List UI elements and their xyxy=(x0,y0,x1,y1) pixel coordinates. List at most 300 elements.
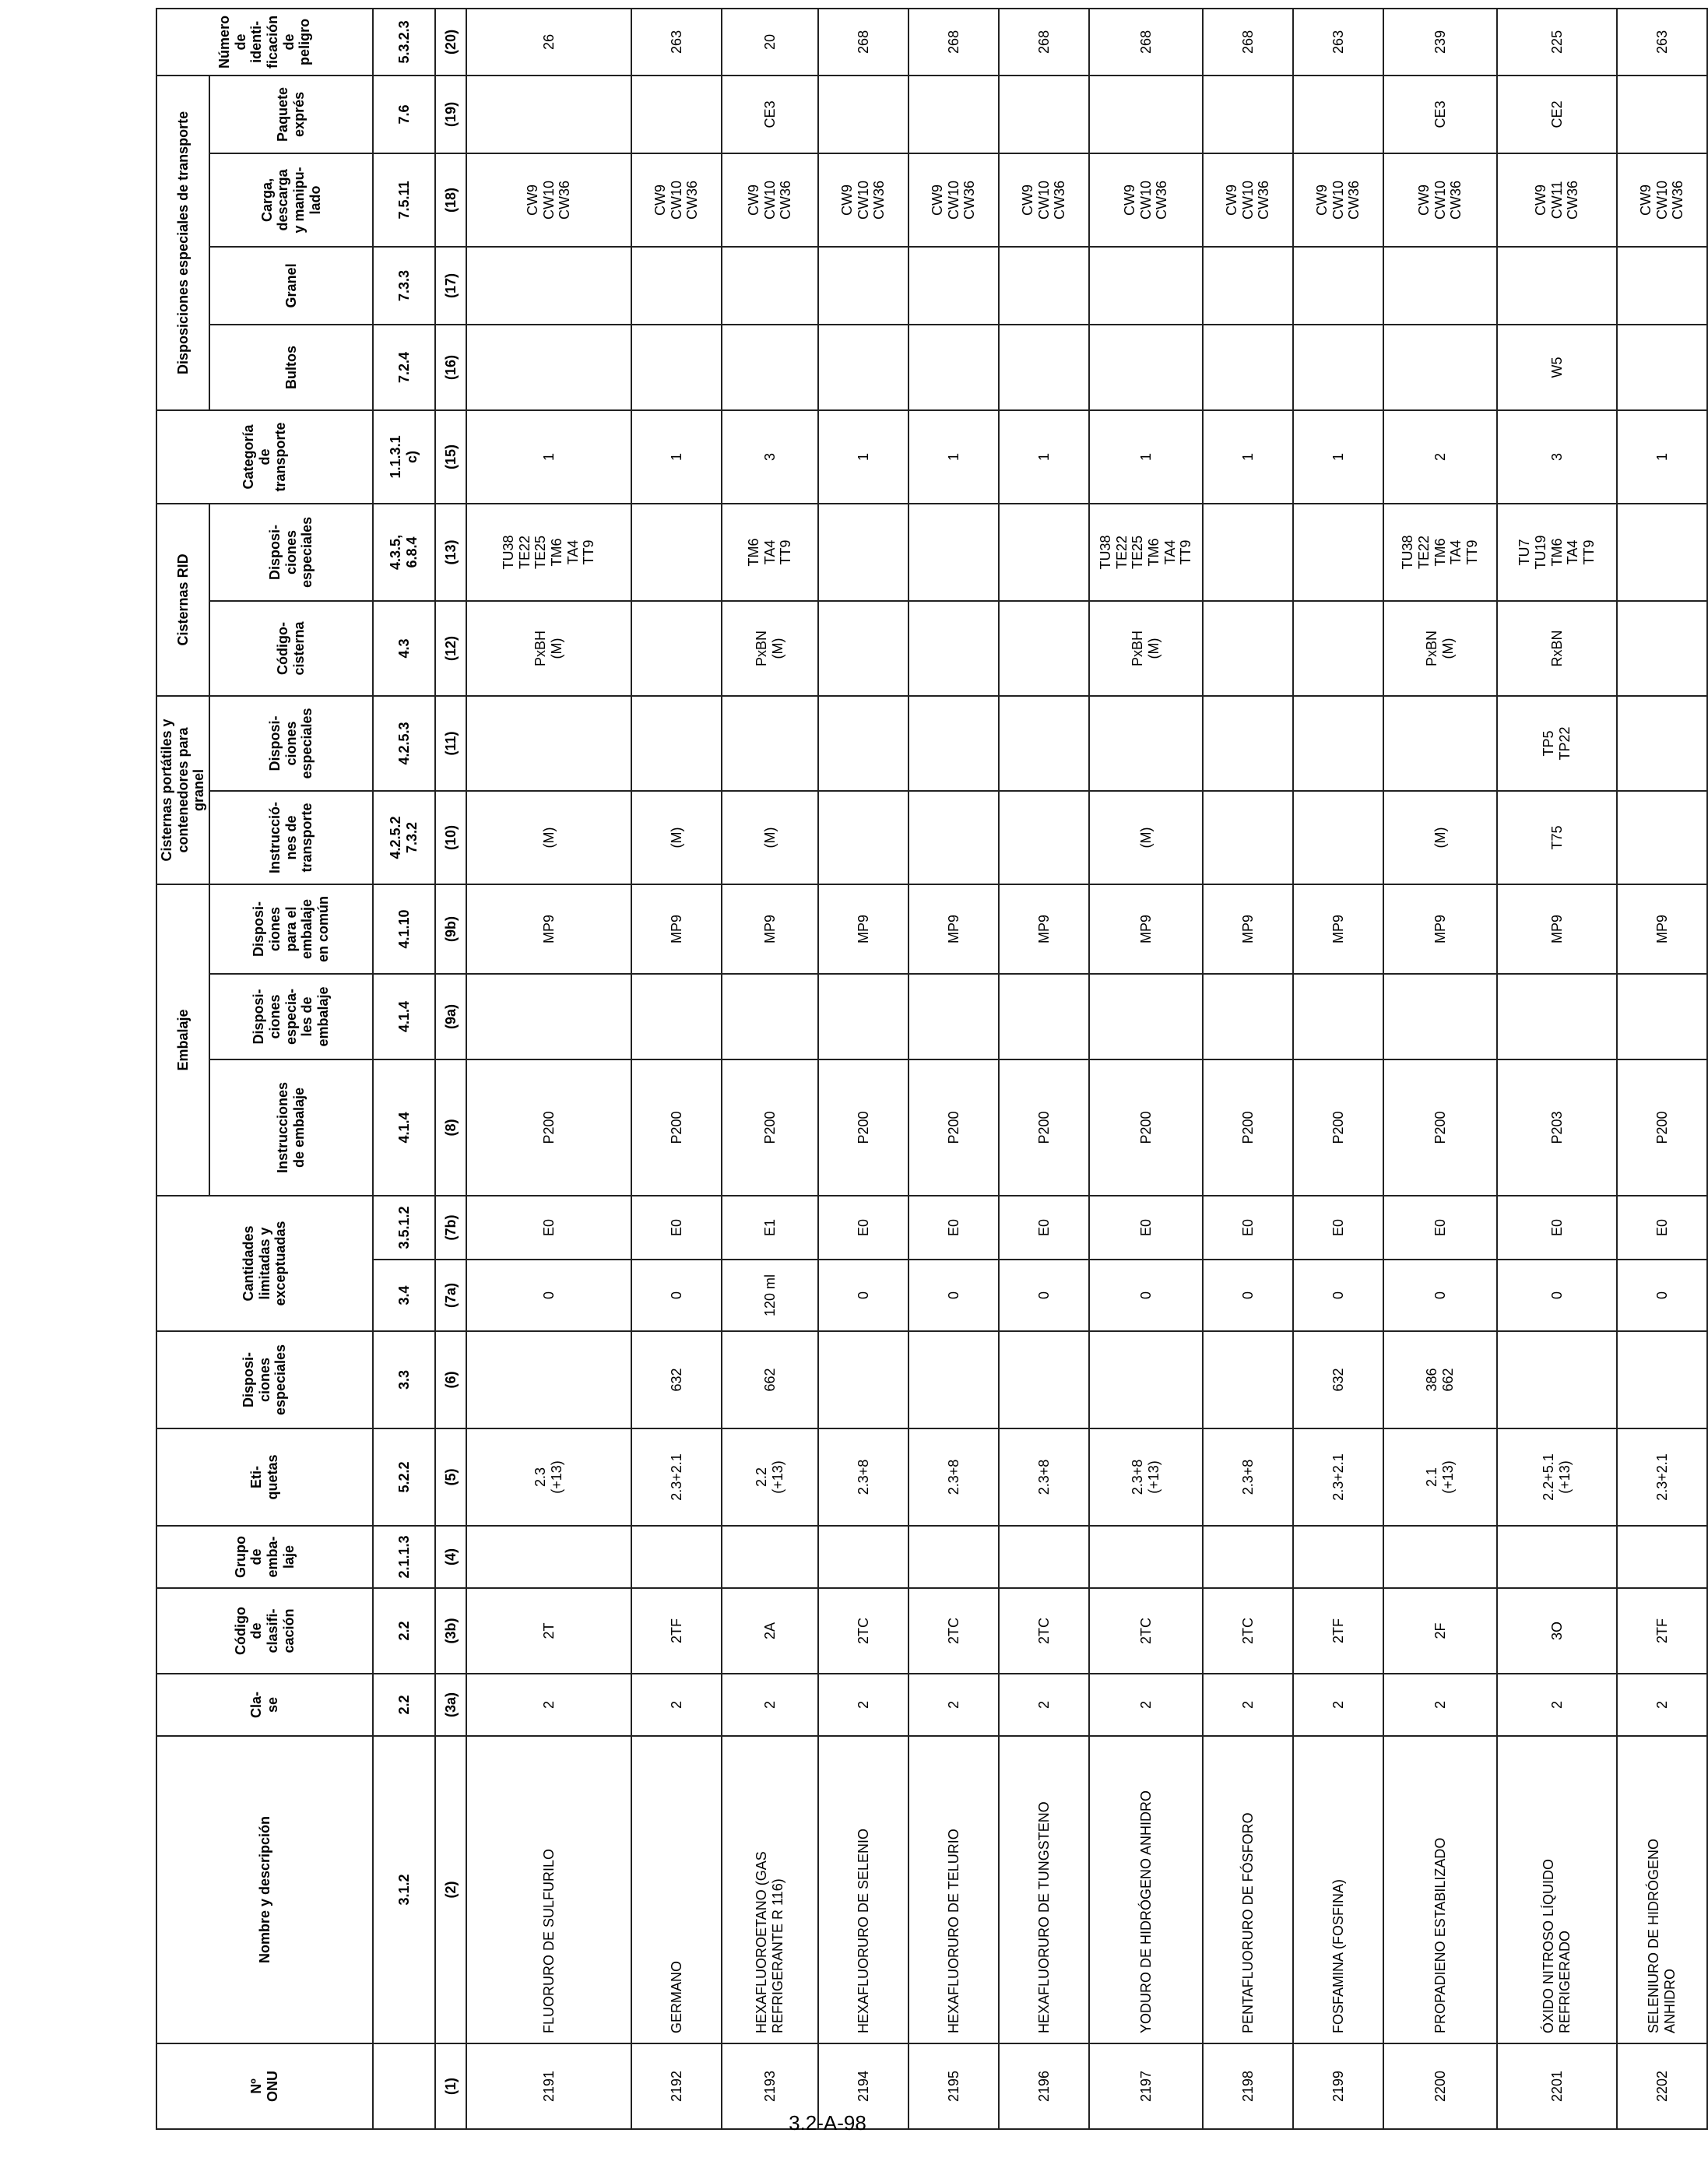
table-cell: 2 xyxy=(631,1674,722,1736)
table-cell xyxy=(999,325,1089,410)
table-cell xyxy=(818,601,908,696)
table-cell: CW9 CW11 CW36 xyxy=(1497,153,1617,247)
table-cell: 2 xyxy=(1203,1674,1293,1736)
table-cell: PxBH (M) xyxy=(466,601,631,696)
section-ref-cell-16: 4.3.5, 6.8.4 xyxy=(373,504,435,601)
substance-name-cell: FOSFAMINA (FOSFINA) xyxy=(1293,1736,1383,2043)
table-cell xyxy=(818,696,908,791)
table-cell xyxy=(818,247,908,325)
table-cell: CW9 CW10 CW36 xyxy=(1293,153,1383,247)
table-cell xyxy=(1497,1331,1617,1428)
table-cell xyxy=(1383,1526,1497,1588)
header-limited-quantities: Cantidades limitadas y exceptuadas xyxy=(156,1196,373,1331)
table-cell: 0 xyxy=(999,1260,1089,1331)
substance-name-cell: SELENIURO DE HIDRÓGENO ANHIDRO xyxy=(1617,1736,1707,2043)
section-ref-cell-12: 4.1.10 xyxy=(373,884,435,974)
table-cell: 2 xyxy=(818,1674,908,1736)
header-mixed-packing: Disposi- ciones para el embalaje en común xyxy=(209,884,373,974)
table-cell xyxy=(818,791,908,884)
header-special-provisions: Disposi- ciones especiales xyxy=(156,1331,373,1428)
table-cell xyxy=(908,974,999,1059)
table-cell: P200 xyxy=(1293,1059,1383,1196)
substance-name-cell: PROPADIENO ESTABILIZADO xyxy=(1383,1736,1497,2043)
column-number-row xyxy=(435,9,466,2129)
un-number-cell: 2196 xyxy=(999,2043,1089,2129)
table-cell xyxy=(722,696,818,791)
table-cell xyxy=(466,247,631,325)
header-labels: Eti- quetas xyxy=(156,1428,373,1526)
table-cell xyxy=(1089,325,1203,410)
column-ref-cell-13: (10) xyxy=(435,791,466,884)
table-cell xyxy=(1617,504,1707,601)
table-cell xyxy=(631,974,722,1059)
table-cell: CE2 xyxy=(1497,76,1617,153)
un-number-cell: 2202 xyxy=(1617,2043,1707,2129)
table-cell xyxy=(722,1526,818,1588)
table-cell: 2 xyxy=(1293,1674,1383,1736)
table-cell xyxy=(1293,504,1383,601)
table-cell: 120 ml xyxy=(722,1260,818,1331)
table-cell: 2T xyxy=(466,1588,631,1674)
table-cell: CW9 CW10 CW36 xyxy=(631,153,722,247)
header-special-transport: Disposiciones especiales de transporte xyxy=(156,76,209,410)
table-cell: 1 xyxy=(466,410,631,504)
dangerous-goods-table xyxy=(156,8,1708,2130)
table-cell: 2 xyxy=(1617,1674,1707,1736)
table-cell: P200 xyxy=(1203,1059,1293,1196)
table-cell: 2 xyxy=(999,1674,1089,1736)
table-cell: P200 xyxy=(1089,1059,1203,1196)
table-cell: MP9 xyxy=(1617,884,1707,974)
table-cell xyxy=(908,247,999,325)
substance-name-cell: PENTAFLUORURO DE FÓSFORO xyxy=(1203,1736,1293,2043)
table-cell: 386 662 xyxy=(1383,1331,1497,1428)
section-ref-cell-15: 4.3 xyxy=(373,601,435,696)
table-cell: P200 xyxy=(466,1059,631,1196)
table-cell: 1 xyxy=(1293,410,1383,504)
table-cell: 2 xyxy=(1497,1674,1617,1736)
table-cell xyxy=(1203,1331,1293,1428)
column-ref-cell-19: (17) xyxy=(435,247,466,325)
section-ref-cell-5: 2.1.1.3 xyxy=(373,1526,435,1588)
column-ref-cell-9: (7b) xyxy=(435,1196,466,1260)
table-cell: P200 xyxy=(1617,1059,1707,1196)
header-rid-special: Disposi- ciones especiales xyxy=(209,504,373,601)
table-cell: TU38 TE22 TE25 TM6 TA4 TT9 xyxy=(466,504,631,601)
table-cell xyxy=(908,1526,999,1588)
table-cell: P200 xyxy=(818,1059,908,1196)
header-portable-tanks: Cisternas portátiles y contenedores para granel xyxy=(156,696,209,884)
table-cell: 2 xyxy=(466,1674,631,1736)
header-rid-tanks: Cisternas RID xyxy=(156,504,209,696)
column-ref-cell-8: (7a) xyxy=(435,1260,466,1331)
table-cell: 0 xyxy=(1617,1260,1707,1331)
table-cell xyxy=(1089,247,1203,325)
section-ref-cell-13: 4.2.5.2 7.3.2 xyxy=(373,791,435,884)
table-cell: 268 xyxy=(818,9,908,76)
table-cell: 0 xyxy=(466,1260,631,1331)
table-cell: 268 xyxy=(908,9,999,76)
table-row xyxy=(1383,9,1497,2129)
table-row xyxy=(466,9,631,2129)
table-cell: CW9 CW10 CW36 xyxy=(818,153,908,247)
table-row xyxy=(1203,9,1293,2129)
table-cell: 20 xyxy=(722,9,818,76)
un-number-cell: 2201 xyxy=(1497,2043,1617,2129)
table-cell xyxy=(631,325,722,410)
table-cell: 2 xyxy=(908,1674,999,1736)
table-cell xyxy=(1089,696,1203,791)
table-cell xyxy=(908,325,999,410)
table-cell xyxy=(999,791,1089,884)
table-cell: 263 xyxy=(1293,9,1383,76)
table-cell: 2.1 (+13) xyxy=(1383,1428,1497,1526)
table-cell: 0 xyxy=(1089,1260,1203,1331)
table-cell xyxy=(1617,601,1707,696)
table-cell xyxy=(1293,1526,1383,1588)
table-cell: CW9 CW10 CW36 xyxy=(1383,153,1497,247)
table-cell: E0 xyxy=(631,1196,722,1260)
table-cell xyxy=(1293,696,1383,791)
table-cell: 2 xyxy=(722,1674,818,1736)
section-ref-cell-9: 3.5.1.2 xyxy=(373,1196,435,1260)
table-cell xyxy=(722,325,818,410)
column-ref-cell-6: (5) xyxy=(435,1428,466,1526)
table-cell xyxy=(1203,1526,1293,1588)
header-hazard-number: Número de identi- ficación de peligro xyxy=(156,9,373,76)
table-cell: CW9 CW10 CW36 xyxy=(466,153,631,247)
table-cell: E0 xyxy=(1293,1196,1383,1260)
table-cell: PxBH (M) xyxy=(1089,601,1203,696)
table-cell xyxy=(908,76,999,153)
table-cell: 2TC xyxy=(908,1588,999,1674)
table-cell: 1 xyxy=(908,410,999,504)
substance-name-cell: HEXAFLUOROETANO (GAS REFRIGERANTE R 116) xyxy=(722,1736,818,2043)
table-cell xyxy=(466,1526,631,1588)
section-ref-cell-3: 2.2 xyxy=(373,1674,435,1736)
table-cell xyxy=(722,974,818,1059)
table-row xyxy=(999,9,1089,2129)
section-ref-cell-21: 7.6 xyxy=(373,76,435,153)
table-cell: (M) xyxy=(466,791,631,884)
table-cell xyxy=(1617,791,1707,884)
table-cell: 0 xyxy=(1293,1260,1383,1331)
table-cell xyxy=(999,76,1089,153)
un-number-cell: 2194 xyxy=(818,2043,908,2129)
table-cell: TP5 TP22 xyxy=(1497,696,1617,791)
table-cell: 662 xyxy=(722,1331,818,1428)
table-cell xyxy=(1293,76,1383,153)
header-packaging: Embalaje xyxy=(156,884,209,1196)
table-cell xyxy=(1497,1526,1617,1588)
table-cell xyxy=(999,974,1089,1059)
table-cell: MP9 xyxy=(999,884,1089,974)
table-cell: W5 xyxy=(1497,325,1617,410)
header-packing-instructions: Instrucciones de embalaje xyxy=(209,1059,373,1196)
page-number: 3.2-A-98 xyxy=(789,2111,866,2135)
table-cell: 2.3+2.1 xyxy=(631,1428,722,1526)
column-ref-cell-12: (9b) xyxy=(435,884,466,974)
table-cell: 268 xyxy=(999,9,1089,76)
table-cell: 268 xyxy=(1203,9,1293,76)
table-cell xyxy=(1203,974,1293,1059)
table-cell: E0 xyxy=(1089,1196,1203,1260)
table-cell xyxy=(631,601,722,696)
un-number-cell: 2195 xyxy=(908,2043,999,2129)
table-cell: 1 xyxy=(1089,410,1203,504)
table-cell: 2.3+8 (+13) xyxy=(1089,1428,1203,1526)
table-cell xyxy=(1203,247,1293,325)
table-cell xyxy=(1089,974,1203,1059)
header-packages: Bultos xyxy=(209,325,373,410)
table-cell xyxy=(818,325,908,410)
table-cell: MP9 xyxy=(631,884,722,974)
table-cell xyxy=(466,974,631,1059)
table-cell: MP9 xyxy=(466,884,631,974)
table-cell: 3 xyxy=(1497,410,1617,504)
table-cell xyxy=(1089,1526,1203,1588)
table-cell: P200 xyxy=(722,1059,818,1196)
section-ref-cell-6: 5.2.2 xyxy=(373,1428,435,1526)
table-cell xyxy=(631,247,722,325)
header-bulk: Granel xyxy=(209,247,373,325)
table-cell: E0 xyxy=(1497,1196,1617,1260)
table-cell: 2 xyxy=(1383,1674,1497,1736)
table-cell: 263 xyxy=(631,9,722,76)
table-cell xyxy=(1293,247,1383,325)
substance-name-cell: HEXAFLUORURO DE SELENIO xyxy=(818,1736,908,2043)
substance-name-cell: HEXAFLUORURO DE TUNGSTENO xyxy=(999,1736,1089,2043)
table-cell xyxy=(1293,791,1383,884)
table-cell xyxy=(1617,247,1707,325)
table-cell xyxy=(908,504,999,601)
table-cell xyxy=(1293,601,1383,696)
column-ref-cell-14: (11) xyxy=(435,696,466,791)
table-cell: PxBN (M) xyxy=(1383,601,1497,696)
table-cell: 2 xyxy=(1089,1674,1203,1736)
un-number-cell: 2198 xyxy=(1203,2043,1293,2129)
table-cell xyxy=(1497,974,1617,1059)
table-cell xyxy=(1203,696,1293,791)
table-cell: 0 xyxy=(631,1260,722,1331)
table-cell: E0 xyxy=(466,1196,631,1260)
table-cell: MP9 xyxy=(1089,884,1203,974)
table-cell xyxy=(908,601,999,696)
header-special-packing: Disposi- ciones especia- les de embalaje xyxy=(209,974,373,1059)
table-cell: 0 xyxy=(1497,1260,1617,1331)
table-cell xyxy=(1089,76,1203,153)
table-cell: 0 xyxy=(1383,1260,1497,1331)
column-ref-cell-20: (18) xyxy=(435,153,466,247)
table-cell xyxy=(1617,1526,1707,1588)
column-ref-cell-22: (20) xyxy=(435,9,466,76)
table-cell xyxy=(1383,247,1497,325)
table-cell: (M) xyxy=(722,791,818,884)
table-cell: 1 xyxy=(631,410,722,504)
table-cell: E1 xyxy=(722,1196,818,1260)
table-cell: TM6 TA4 TT9 xyxy=(722,504,818,601)
table-row xyxy=(1617,9,1707,2129)
table-cell: 2TC xyxy=(999,1588,1089,1674)
section-ref-cell-2: 3.1.2 xyxy=(373,1736,435,2043)
substance-name-cell: FLUORURO DE SULFURILO xyxy=(466,1736,631,2043)
table-cell: 2.3+8 xyxy=(1203,1428,1293,1526)
table-cell: CE3 xyxy=(1383,76,1497,153)
table-cell: PxBN (M) xyxy=(722,601,818,696)
substance-name-cell: YODURO DE HIDRÓGENO ANHIDRO xyxy=(1089,1736,1203,2043)
table-cell xyxy=(908,1331,999,1428)
table-cell: CW9 CW10 CW36 xyxy=(1089,153,1203,247)
table-cell xyxy=(1383,696,1497,791)
table-cell xyxy=(1383,974,1497,1059)
un-number-cell: 2200 xyxy=(1383,2043,1497,2129)
table-cell xyxy=(466,325,631,410)
table-cell: MP9 xyxy=(1497,884,1617,974)
table-cell xyxy=(999,601,1089,696)
table-cell xyxy=(818,974,908,1059)
table-cell: 2.3 (+13) xyxy=(466,1428,631,1526)
table-cell: 0 xyxy=(1203,1260,1293,1331)
table-cell xyxy=(818,504,908,601)
table-row xyxy=(908,9,999,2129)
table-cell: P200 xyxy=(908,1059,999,1196)
table-cell xyxy=(722,247,818,325)
table-cell: 1 xyxy=(1203,410,1293,504)
column-ref-cell-21: (19) xyxy=(435,76,466,153)
table-cell: (M) xyxy=(1383,791,1497,884)
column-ref-cell-5: (4) xyxy=(435,1526,466,1588)
table-cell xyxy=(818,76,908,153)
table-cell: 1 xyxy=(999,410,1089,504)
table-cell xyxy=(1203,601,1293,696)
table-row xyxy=(1497,9,1617,2129)
table-cell: 2TC xyxy=(1203,1588,1293,1674)
section-ref-cell-4: 2.2 xyxy=(373,1588,435,1674)
substance-name-cell: GERMANO xyxy=(631,1736,722,2043)
table-cell xyxy=(1089,1331,1203,1428)
section-ref-cell-22: 5.3.2.3 xyxy=(373,9,435,76)
un-number-cell: 2191 xyxy=(466,2043,631,2129)
table-cell xyxy=(1293,974,1383,1059)
table-cell: 3O xyxy=(1497,1588,1617,1674)
table-cell xyxy=(999,696,1089,791)
substance-name-cell: ÓXIDO NITROSO LÍQUIDO REFRIGERADO xyxy=(1497,1736,1617,2043)
table-cell xyxy=(631,696,722,791)
table-cell: 3 xyxy=(722,410,818,504)
table-cell xyxy=(1617,1331,1707,1428)
table-cell xyxy=(1617,696,1707,791)
table-cell xyxy=(1293,325,1383,410)
un-number-cell: 2199 xyxy=(1293,2043,1383,2129)
table-cell: 2TF xyxy=(1617,1588,1707,1674)
table-cell: 2A xyxy=(722,1588,818,1674)
table-cell: (M) xyxy=(631,791,722,884)
table-cell xyxy=(999,504,1089,601)
column-ref-cell-10: (8) xyxy=(435,1059,466,1196)
table-cell: TU7 TU19 TM6 TA4 TT9 xyxy=(1497,504,1617,601)
table-cell: MP9 xyxy=(818,884,908,974)
header-loading: Carga, descarga y manipu- lado xyxy=(209,153,373,247)
column-ref-cell-4: (3b) xyxy=(435,1588,466,1674)
table-cell xyxy=(1617,974,1707,1059)
table-cell: MP9 xyxy=(908,884,999,974)
table-cell xyxy=(466,76,631,153)
header-express: Paquete exprés xyxy=(209,76,373,153)
table-row xyxy=(722,9,818,2129)
table-cell: 2.3+8 xyxy=(818,1428,908,1526)
table-cell: (M) xyxy=(1089,791,1203,884)
table-cell: 2TF xyxy=(631,1588,722,1674)
un-number-cell: 2192 xyxy=(631,2043,722,2129)
table-cell xyxy=(631,76,722,153)
table-cell: P200 xyxy=(631,1059,722,1196)
table-cell: 0 xyxy=(908,1260,999,1331)
table-cell: 2F xyxy=(1383,1588,1497,1674)
table-cell xyxy=(999,1526,1089,1588)
table-cell: E0 xyxy=(1203,1196,1293,1260)
section-ref-cell-7: 3.3 xyxy=(373,1331,435,1428)
column-ref-cell-11: (9a) xyxy=(435,974,466,1059)
header-packing-group: Grupo de emba- laje xyxy=(156,1526,373,1588)
table-cell xyxy=(999,247,1089,325)
table-cell: E0 xyxy=(908,1196,999,1260)
header-class: Cla- se xyxy=(156,1674,373,1736)
header-row-1 xyxy=(156,9,209,2129)
table-cell: 632 xyxy=(1293,1331,1383,1428)
rotated-table-container xyxy=(156,9,1686,2130)
table-cell: T75 xyxy=(1497,791,1617,884)
table-cell: 2TF xyxy=(1293,1588,1383,1674)
table-cell: CW9 CW10 CW36 xyxy=(999,153,1089,247)
table-cell xyxy=(908,791,999,884)
column-ref-cell-1: (1) xyxy=(435,2043,466,2129)
header-tank-code: Código- cisterna xyxy=(209,601,373,696)
column-ref-cell-17: (15) xyxy=(435,410,466,504)
un-number-cell: 2193 xyxy=(722,2043,818,2129)
table-cell xyxy=(631,504,722,601)
section-ref-cell-19: 7.3.3 xyxy=(373,247,435,325)
table-cell xyxy=(1203,504,1293,601)
table-cell: 2.3+8 xyxy=(908,1428,999,1526)
table-cell: 2.3+2.1 xyxy=(1293,1428,1383,1526)
column-ref-cell-16: (13) xyxy=(435,504,466,601)
table-cell xyxy=(1617,325,1707,410)
table-cell: TU38 TE22 TE25 TM6 TA4 TT9 xyxy=(1089,504,1203,601)
column-ref-cell-15: (12) xyxy=(435,601,466,696)
header-un: Nº ONU xyxy=(156,2043,373,2129)
table-cell: CW9 CW10 CW36 xyxy=(1203,153,1293,247)
section-ref-cell-10: 4.1.4 xyxy=(373,1059,435,1196)
table-cell xyxy=(1617,76,1707,153)
table-cell: 0 xyxy=(818,1260,908,1331)
table-cell: 268 xyxy=(1089,9,1203,76)
column-ref-cell-3: (3a) xyxy=(435,1674,466,1736)
section-ref-cell-20: 7.5.11 xyxy=(373,153,435,247)
column-ref-cell-18: (16) xyxy=(435,325,466,410)
table-cell: E0 xyxy=(999,1196,1089,1260)
table-cell: 26 xyxy=(466,9,631,76)
table-cell xyxy=(908,696,999,791)
table-cell: CW9 CW10 CW36 xyxy=(722,153,818,247)
section-ref-cell-8: 3.4 xyxy=(373,1260,435,1331)
table-cell: 2TC xyxy=(1089,1588,1203,1674)
table-cell: P203 xyxy=(1497,1059,1617,1196)
table-cell: 2.2+5.1 (+13) xyxy=(1497,1428,1617,1526)
table-cell: CE3 xyxy=(722,76,818,153)
table-cell xyxy=(1203,791,1293,884)
table-cell: E0 xyxy=(1383,1196,1497,1260)
table-cell xyxy=(1497,247,1617,325)
